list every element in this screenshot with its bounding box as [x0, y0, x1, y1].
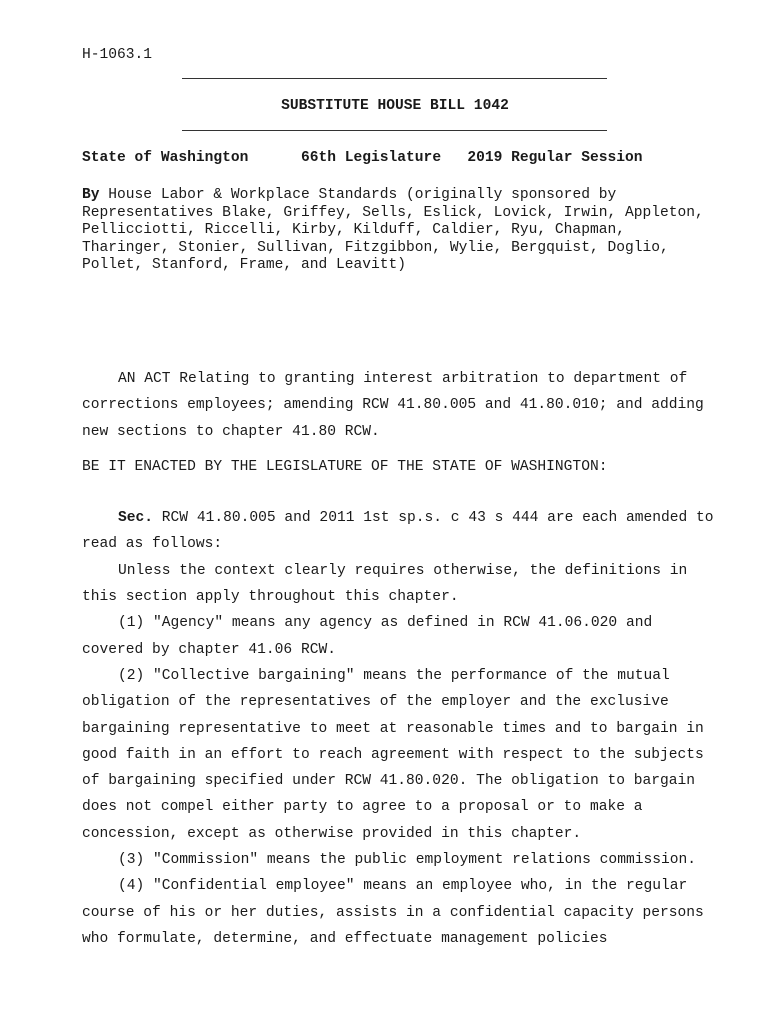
bill-number: H-1063.1 — [82, 47, 153, 63]
section-paragraph: (2) "Collective bargaining" means the performance of the mutual obligation of the representatives of the employer and the exclusive bargaining representative to meet at reasonable times and to bargain in good faith in an effort to reach agreement with respect to the subjects of bargaining specified under RCW 41.80.020. The obligation to bargain does not compel either party to agree to a proposal or to make a concession, except as otherwise provided in this chapter. — [82, 667, 704, 842]
session-line — [82, 150, 643, 166]
act-intro: AN ACT Relating to granting interest arbitration to department of corrections employees; amending RCW 41.80.005 and 41.80.010; and adding new sections to chapter 41.80 RCW. — [82, 371, 704, 440]
top-rule — [182, 78, 607, 79]
bottom-rule — [182, 130, 607, 131]
sponsors-block — [82, 187, 712, 275]
enacting-clause: BE IT ENACTED BY THE LEGISLATURE OF THE STATE OF WASHINGTON: — [82, 458, 608, 475]
by-label: By — [82, 187, 100, 203]
section-paragraph: (3) "Commission" means the public employment relations commission. — [118, 852, 697, 869]
legislature: 66th Legislature — [300, 150, 442, 166]
section-paragraph: (1) "Agency" means any agency as defined in RCW 41.06.020 and covered by chapter 41.06 RCW. — [82, 615, 653, 658]
state-name: State of Washington — [82, 150, 249, 166]
section-heading-text: RCW 41.80.005 and 2011 1st sp.s. c 43 s 444 are each amended to read as follows: — [82, 510, 714, 553]
section-label: Sec. — [118, 510, 154, 527]
bill-title: SUBSTITUTE HOUSE BILL 1042 — [281, 98, 509, 114]
session-name: 2019 Regular Session — [467, 150, 643, 166]
section-heading — [82, 505, 722, 558]
sponsors-text: House Labor & Workplace Standards (originally sponsored by Representatives Blake, Griffey, Sells, Eslick, Lovick, Irwin, Appleton, Pellicciotti, Riccelli, Kirby, Kilduff, Caldier, Ryu, Chapman, Tharinger, Stonier, Sullivan, Fitzgibbon, Wylie, Bergquist, Doglio, Pollet, Stanford, Frame, and Leavitt) — [82, 187, 704, 274]
section-paragraph: Unless the context clearly requires otherwise, the definitions in this section apply throughout this chapter. — [82, 562, 688, 606]
section-paragraph: (4) "Confidential employee" means an employee who, in the regular course of his or her duties, assists in a confidential capacity persons who formulate, determine, and effectuate management policies — [82, 878, 704, 947]
bill-body — [82, 366, 722, 952]
